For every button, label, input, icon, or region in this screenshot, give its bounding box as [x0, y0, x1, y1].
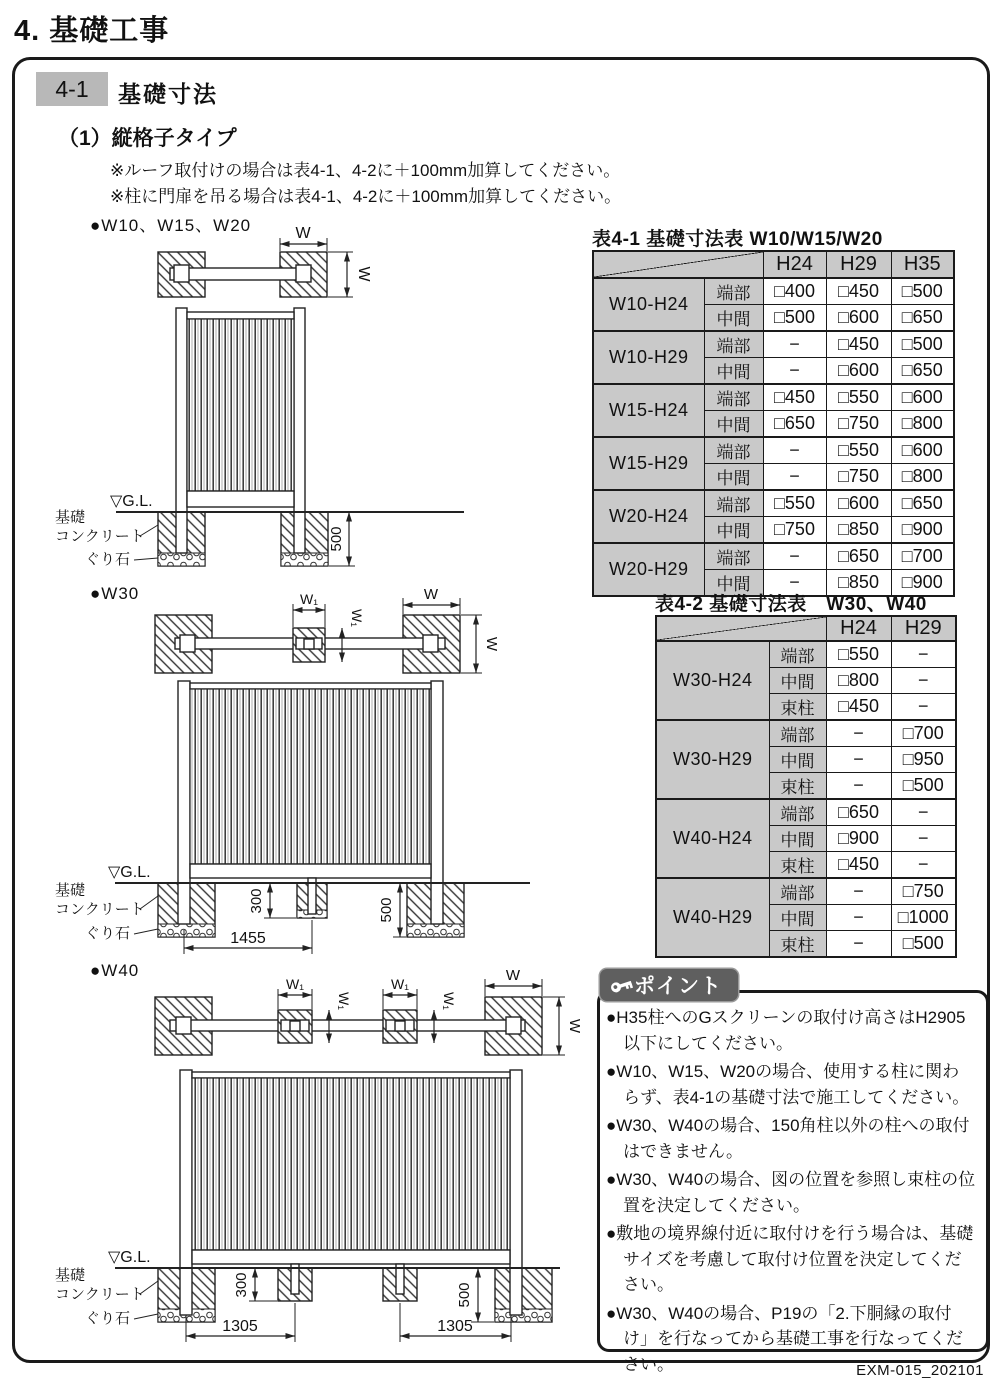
point-item: ●敷地の境界線付近に取付けを行う場合は、基礎サイズを考慮して取付け位置を決定してください。 — [606, 1224, 974, 1294]
leader-stone — [134, 1314, 158, 1319]
diagram-label-w40: ●W40 — [90, 961, 140, 980]
dim-w1-side: W₁ — [349, 609, 365, 627]
note-line: ※柱に門扉を吊る場合は表4-1、4-2に＋100mm加算してください。 — [110, 187, 622, 207]
table-row: W10-H29 端部 − □450 □500 — [593, 331, 954, 358]
label-stone: ぐり石 — [85, 925, 131, 942]
table-row: W30-H29 端部 − □700 — [656, 720, 956, 747]
dim-w-top: W — [505, 967, 521, 984]
point-item: ●W30、W40の場合、150角柱以外の柱への取付はできません。 — [606, 1116, 970, 1161]
notes-block — [110, 158, 621, 211]
table-row: 束柱 − □500 — [656, 773, 956, 800]
table1-col-h29: H29 — [826, 251, 891, 278]
plan-stay-post-section1 — [290, 1021, 300, 1031]
section-number-badge: 4-1 — [36, 72, 108, 106]
elevation-view — [55, 1070, 560, 1342]
post-left — [180, 1070, 192, 1315]
diagram-w10-w15-w20 — [50, 225, 590, 583]
dim-w-side: W — [355, 266, 372, 282]
table2-corner — [656, 616, 826, 641]
table-4-2 — [655, 615, 957, 958]
point-item: ●W30、W40の場合、P19の「2.下胴縁の取付け」を行なってから基礎工事を行なってください。 — [606, 1303, 963, 1374]
dim-w1-side1: W₁ — [336, 992, 352, 1010]
note-line: ※ルーフ取付けの場合は表4-1、4-2に＋100mm加算してください。 — [110, 161, 621, 180]
section-title: 基礎寸法 — [118, 81, 218, 107]
label-concrete: コンクリート — [55, 901, 145, 918]
label-kiso: 基礎 — [55, 509, 86, 526]
table1-corner — [593, 251, 763, 278]
plan-post-section-left — [176, 1017, 191, 1034]
lattice-panel — [187, 319, 294, 491]
plan-post-section-left — [180, 635, 195, 652]
bottom-rail — [187, 491, 294, 507]
table-row: W20-H24 端部 □550 □600 □650 — [593, 490, 954, 517]
post-right — [510, 1070, 522, 1315]
post-left — [176, 308, 187, 553]
plan-post-section-left — [174, 265, 189, 282]
top-rail — [187, 312, 294, 319]
leader-stone — [134, 558, 158, 560]
document-code: EXM-015_202101 — [856, 1362, 984, 1379]
point-item: ●H35柱へのGスクリーンの取付け高さはH2905以下にしてください。 — [606, 1008, 966, 1053]
plan-screen-bar — [170, 268, 310, 280]
rubble-right — [495, 1309, 552, 1322]
table-row: W20-H29 端部 − □650 □700 — [593, 543, 954, 570]
diagram-label-w30: ●W30 — [90, 584, 140, 603]
dim-w1-top: W₁ — [300, 591, 318, 607]
table-row: W40-H29 端部 − □750 — [656, 878, 956, 905]
point-badge-label: ポイント — [634, 975, 722, 998]
leader-stone — [134, 929, 158, 934]
table-row: W15-H29 端部 − □550 □600 — [593, 437, 954, 464]
top-rail — [192, 1072, 510, 1078]
rubble-right — [281, 553, 328, 566]
gl-label: ▽G.L. — [108, 864, 151, 881]
post-right — [294, 308, 305, 553]
dim-1305-left: 1305 — [222, 1318, 258, 1335]
table-row: 中間 − □850 □900 — [593, 570, 954, 597]
table-row: 束柱 □450 − — [656, 694, 956, 721]
dim-500: 500 — [328, 526, 345, 552]
table2-title: 表4-2 基礎寸法表 W30、W40 — [655, 594, 927, 615]
label-kiso: 基礎 — [55, 1267, 86, 1284]
plan-view — [155, 967, 583, 1055]
point-item: ●W30、W40の場合、図の位置を参照し束柱の位置を決定してください。 — [606, 1170, 976, 1215]
table1-col-h24: H24 — [763, 251, 826, 278]
post-right — [431, 681, 443, 924]
lattice-panel — [192, 1078, 510, 1250]
table-row: 束柱 □450 − — [656, 852, 956, 879]
dim-1455: 1455 — [230, 930, 266, 947]
plan-post-section-right — [296, 265, 311, 282]
elevation-view — [55, 308, 464, 568]
dim-w1-top1: W₁ — [286, 976, 304, 992]
table-row: W40-H24 端部 □650 − — [656, 799, 956, 826]
table-row: W30-H24 端部 □550 − — [656, 641, 956, 668]
gl-label: ▽G.L. — [110, 493, 153, 510]
dim-w-top: W — [295, 225, 311, 242]
subsection-title: （1）縦格子タイプ — [58, 127, 237, 150]
elevation-view — [55, 681, 530, 954]
label-stone: ぐり石 — [85, 1310, 131, 1327]
table-row: 中間 − □1000 — [656, 905, 956, 931]
dim-w1-top2: W₁ — [391, 976, 409, 992]
table-4-1 — [592, 250, 955, 597]
gl-label: ▽G.L. — [108, 1249, 151, 1266]
label-stone: ぐり石 — [85, 551, 131, 568]
table-row: 中間 □750 □850 □900 — [593, 517, 954, 544]
dim-500: 500 — [456, 1282, 473, 1308]
plan-post-section-right — [506, 1017, 521, 1034]
dim-300: 300 — [233, 1272, 250, 1298]
diagram-w40 — [50, 963, 610, 1363]
dim-300: 300 — [248, 888, 265, 914]
plan-stay-post-section — [304, 639, 314, 649]
rubble-left — [158, 924, 215, 937]
label-kiso: 基礎 — [55, 882, 86, 899]
key-icon — [608, 973, 634, 997]
rubble-left — [158, 553, 205, 566]
point-badge — [600, 969, 738, 1001]
table-row: 中間 □900 − — [656, 826, 956, 852]
table-row: W15-H24 端部 □450 □550 □600 — [593, 384, 954, 411]
table-row: 中間 − □950 — [656, 747, 956, 773]
plan-screen-bar — [170, 1020, 525, 1031]
bottom-rail — [192, 1250, 510, 1264]
plan-post-section-right — [423, 635, 438, 652]
plan-view — [155, 586, 500, 673]
table-row: 束柱 − □500 — [656, 931, 956, 958]
lattice-panel — [190, 689, 431, 864]
table-row: 中間 □800 − — [656, 668, 956, 694]
table2-col-h24: H24 — [826, 616, 891, 641]
diagram-label-w10: ●W10、W15、W20 — [90, 216, 252, 235]
post-left — [178, 681, 190, 924]
table1-col-h35: H35 — [891, 251, 954, 278]
point-item: ●W10、W15、W20の場合、使用する柱に関わらず、表4-1の基礎寸法で施工してください。 — [606, 1062, 970, 1107]
table2-col-h29: H29 — [891, 616, 956, 641]
rubble-right — [407, 924, 464, 937]
plan-stay-post-section2 — [395, 1021, 405, 1031]
table-row: 中間 □650 □750 □800 — [593, 411, 954, 438]
label-concrete: コンクリート — [55, 1286, 145, 1303]
dim-500: 500 — [378, 897, 395, 923]
dim-w-top: W — [423, 586, 439, 603]
point-list — [606, 1002, 976, 1380]
diagram-w30 — [50, 580, 590, 963]
table-row: 中間 − □750 □800 — [593, 464, 954, 491]
table-row: 中間 □500 □600 □650 — [593, 305, 954, 332]
table-row: W10-H24 端部 □400 □450 □500 — [593, 278, 954, 305]
table1-title: 表4-1 基礎寸法表 W10/W15/W20 — [592, 229, 883, 250]
top-rail — [190, 683, 431, 689]
dim-w-side: W — [483, 636, 500, 652]
dim-w-side: W — [566, 1018, 583, 1034]
dim-w1-side2: W₁ — [441, 992, 457, 1010]
page-title: 4. 基礎工事 — [14, 15, 170, 47]
bottom-rail — [190, 864, 431, 878]
table-row: 中間 − □600 □650 — [593, 358, 954, 385]
plan-view — [158, 225, 372, 297]
label-concrete: コンクリート — [55, 528, 145, 545]
dim-1305-right: 1305 — [437, 1318, 473, 1335]
